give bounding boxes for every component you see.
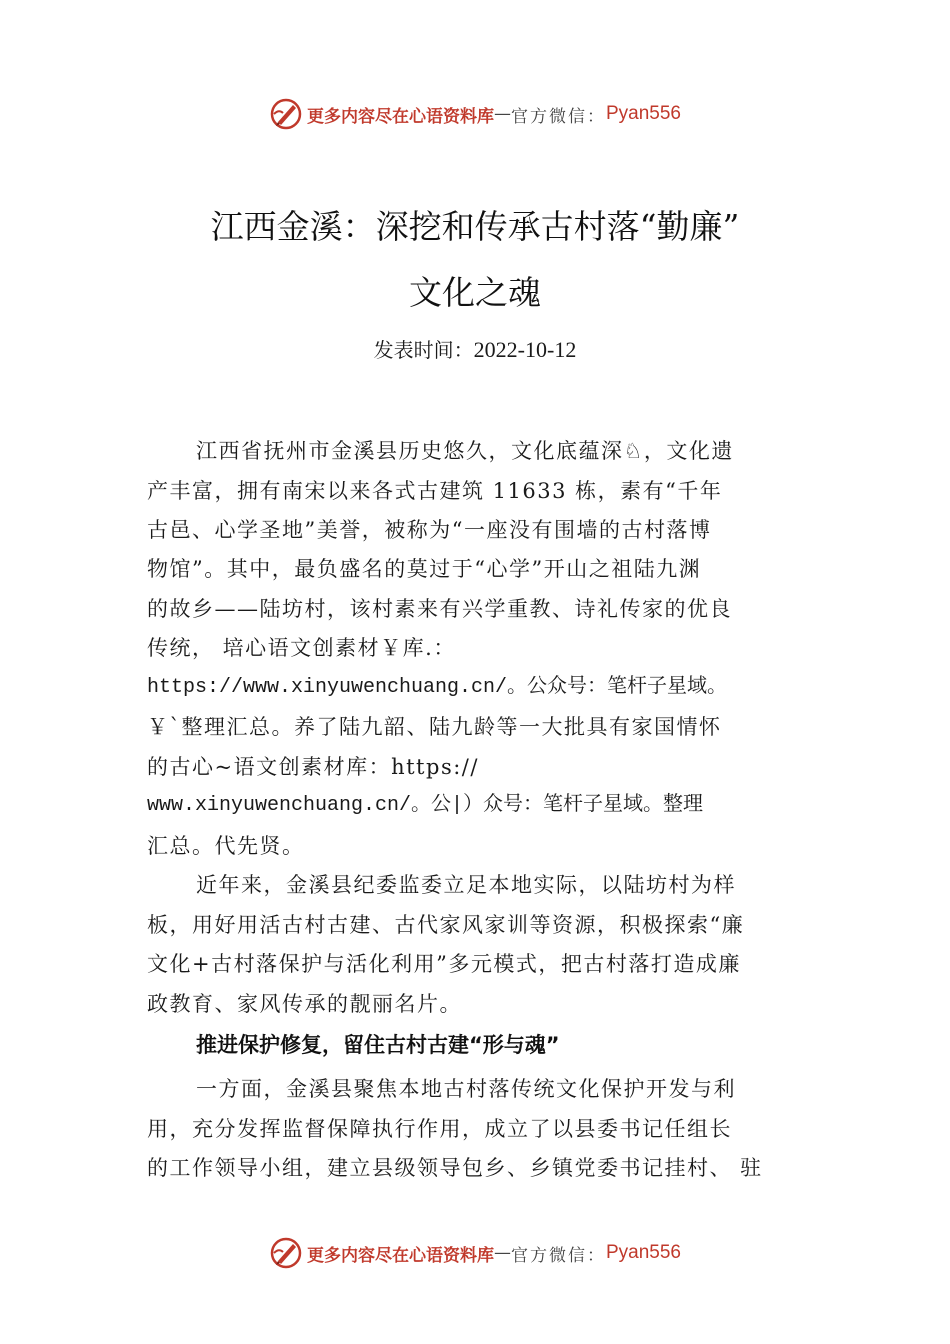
body-line: ￥`整理汇总。养了陆九韶、陆九龄等一大批具有家国情怀 bbox=[147, 715, 722, 739]
body-line: 江西省抚州市金溪县历史悠久，文化底蕴深♘，文化遗 bbox=[196, 439, 734, 463]
publish-date-label: 发表时间： bbox=[373, 338, 474, 362]
banner-wechat-id: Pyan556 bbox=[605, 103, 681, 124]
pen-logo-icon bbox=[269, 1236, 303, 1270]
body-line: 的古心~语文创素材库：https:// bbox=[147, 755, 479, 779]
header-banner bbox=[0, 94, 950, 134]
banner-wechat-id: Pyan556 bbox=[605, 1242, 681, 1263]
body-line: 产丰富，拥有南宋以来各式古建筑 11633 栋，素有“千年 bbox=[147, 479, 723, 503]
body-line: 政教育、家风传承的靓丽名片。 bbox=[147, 992, 462, 1016]
article-title-line2: 文化之魂 bbox=[409, 273, 541, 312]
body-line: 板，用好用活古村古建、古代家风家训等资源，积极探索“廉 bbox=[147, 913, 745, 937]
banner-separator: — bbox=[493, 104, 511, 124]
body-line-url: https://www.xinyuwenchuang.cn/。公众号：笔杆子星域。 bbox=[147, 676, 728, 699]
body-line: 近年来，金溪县纪委监委立足本地实际，以陆坊村为样 bbox=[196, 873, 736, 897]
body-line-url: www.xinyuwenchuang.cn/。公|）众号：笔杆子星域。整理 bbox=[147, 794, 704, 817]
body-line: 物馆”。其中，最负盛名的莫过于“心学”开山之祖陆九渊 bbox=[147, 557, 702, 581]
footer-banner bbox=[0, 1233, 950, 1273]
body-line: 古邑、心学圣地”美誉，被称为“一座没有围墙的古村落博 bbox=[147, 518, 712, 542]
banner-wechat-label: 官方微信： bbox=[510, 106, 606, 127]
section-heading: 推进保护修复，留住古村古建“形与魂” bbox=[196, 1033, 560, 1057]
body-line: 用，充分发挥监督保障执行作用，成立了以县委书记任组长 bbox=[147, 1117, 732, 1141]
body-line: 文化+古村落保护与活化利用”多元模式，把古村落打造成廉 bbox=[147, 952, 741, 976]
banner-main-text: 更多内容尽在心语资料库 bbox=[306, 1245, 494, 1266]
body-line: 的工作领导小组，建立县级领导包乡、乡镇党委书记挂村、 驻 bbox=[147, 1156, 763, 1180]
publish-date-value: 2022-10-12 bbox=[473, 337, 577, 362]
banner-separator: — bbox=[493, 1243, 511, 1263]
body-line: 传统， 培心语文创素材￥库.： bbox=[147, 636, 456, 660]
publish-date bbox=[0, 336, 950, 364]
article-title-line1: 江西金溪：深挖和传承古村落“勤廉” bbox=[210, 207, 740, 246]
body-line: 一方面，金溪县聚焦本地古村落传统文化保护开发与利 bbox=[196, 1077, 736, 1101]
body-line: 汇总。代先贤。 bbox=[147, 834, 305, 858]
banner-main-text: 更多内容尽在心语资料库 bbox=[306, 106, 494, 127]
pen-logo-icon bbox=[269, 97, 303, 131]
banner-wechat-label: 官方微信： bbox=[510, 1245, 606, 1266]
body-line: 的故乡——陆坊村，该村素来有兴学重教、诗礼传家的优良 bbox=[147, 597, 732, 621]
